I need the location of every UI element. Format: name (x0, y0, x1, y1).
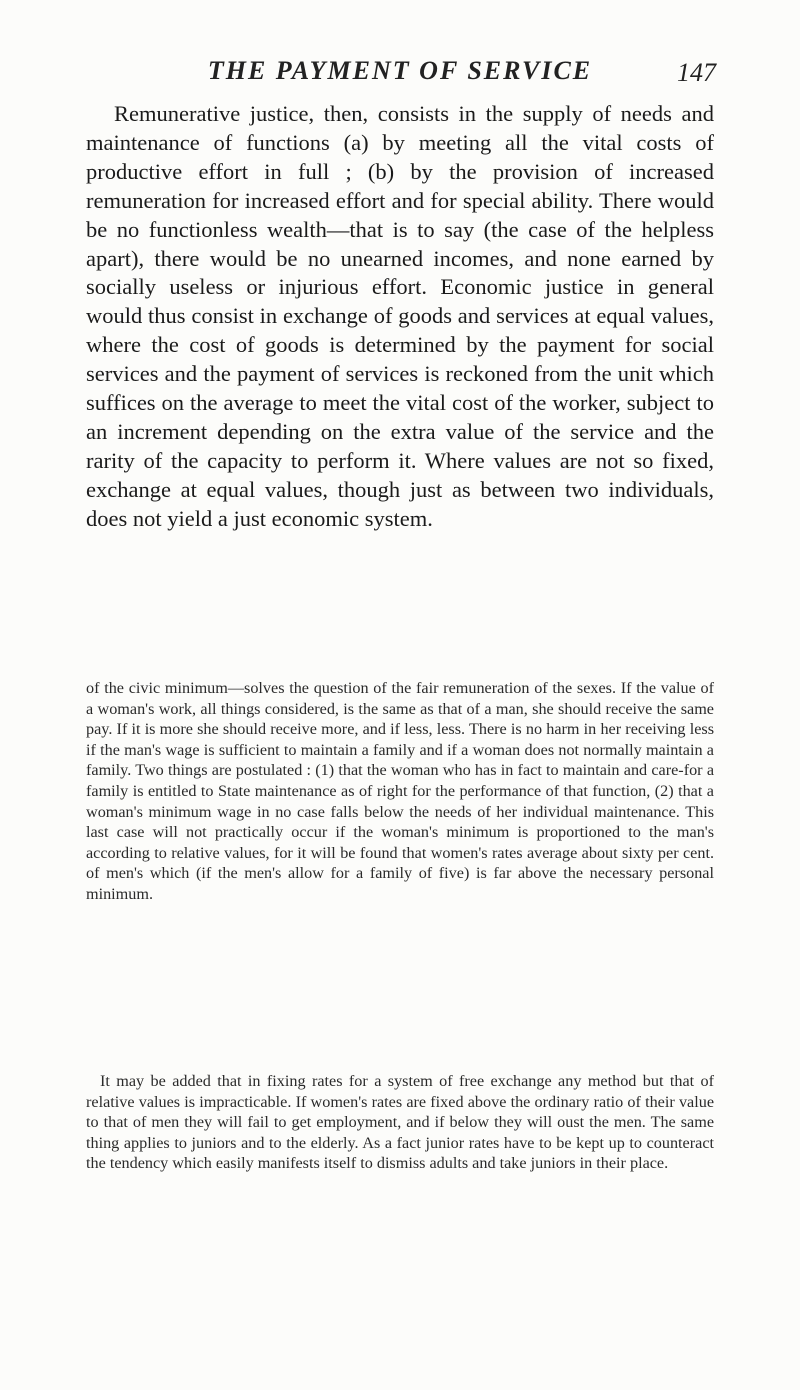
running-title: THE PAYMENT OF SERVICE (207, 56, 593, 85)
footnote-paragraph-2: It may be added that in fixing rates for a system of free exchange any method but that of relative values is impracticable. If women's rates are fixed above the ordinary ratio of their value to that of men they will fail to get employment, and if below they will oust the men. The same thing applies to juniors and to the elderly. As a fact junior rates have to be kept up to counteract the tendency which easily manifests itself to dismiss adults and take juniors in their place. (86, 1072, 714, 1173)
page-number: 147 (677, 58, 716, 87)
main-paragraph: Remunerative justice, then, consists in the supply of needs and maintenance of functions (a) by meeting all the vital costs of productive effort in full ; (b) by the provision of increased remuneration for increased effort and for special ability. There would be no functionless wealth—that is to say (the case of the helpless apart), there would be no unearned incomes, and none earned by socially useless or injurious effort. Economic justice in general would thus consist in exchange of goods and services at equal values, where the cost of goods is determined by the payment for social services and the payment of services is reckoned from the unit which suffices on the average to meet the vital cost of the worker, subject to an increment depending on the extra value of the service and the rarity of the capacity to perform it. Where values are not so fixed, exchange at equal values, though just as between two individuals, does not yield a just economic system. (86, 101, 714, 531)
running-head (0, 56, 800, 96)
footnote-paragraph-1: of the civic minimum—solves the question of the fair remuneration of the sexes. If the value of a woman's work, all things considered, is the same as that of a man, she should receive the same pay. If it is more she should receive more, and if less, less. There is no harm in her receiving less if the man's wage is sufficient to maintain a family and if a woman does not normally maintain a family. Two things are postulated : (1) that the woman who has in fact to maintain and care-for a family is entitled to State maintenance as of right for the performance of that function, (2) that a woman's minimum wage in no case falls below the needs of her individual maintenance. This last case will not practically occur if the woman's minimum is proportioned to the man's according to relative values, for it will be found that women's rates average about sixty per cent. of men's which (if the men's allow for a family of five) is far above the necessary personal minimum. (86, 679, 714, 903)
